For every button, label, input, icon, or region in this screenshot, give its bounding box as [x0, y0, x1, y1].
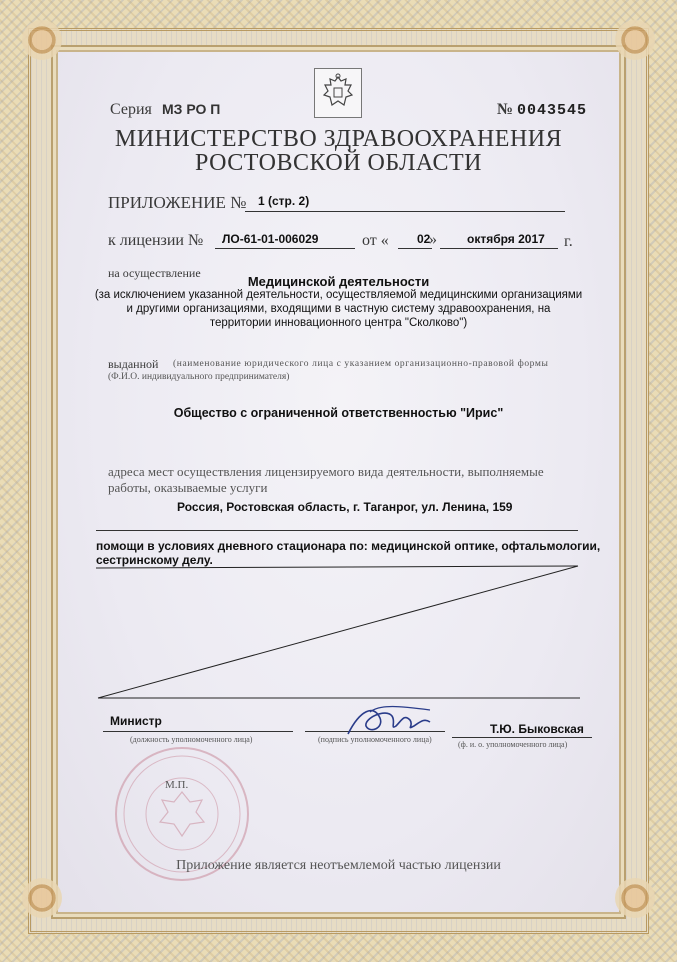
- ministry-title-line1: МИНИСТЕРСТВО ЗДРАВООХРАНЕНИЯ: [114, 126, 563, 152]
- license-from-label: от «: [362, 232, 389, 249]
- activity-line2: и другими организациями, входящими в частную систему здравоохранения, на: [126, 303, 551, 315]
- license-month-year: октября 2017: [467, 232, 545, 246]
- name-underline: [452, 737, 592, 738]
- footer-note: Приложение является неотъемлемой частью лицензии: [176, 858, 501, 873]
- organization-name: Общество с ограниченной ответственностью "Ирис": [173, 406, 504, 420]
- license-label: к лицензии №: [108, 232, 204, 249]
- series-label: Серия: [110, 101, 152, 118]
- services-line1: помощи в условиях дневного стационара по: медицинской оптике, офтальмологии,: [96, 539, 601, 553]
- license-day: 02: [417, 232, 431, 246]
- address-label-line2: работы, оказываемые услуги: [108, 480, 268, 495]
- address-value: Россия, Ростовская область, г. Таганрог, ул. Ленина, 159: [177, 500, 513, 514]
- license-day-close: »: [429, 231, 437, 248]
- appendix-value: 1 (стр. 2): [258, 194, 310, 208]
- position-caption: (должность уполномоченного лица): [130, 735, 253, 744]
- activity-title: Медицинской деятельности: [247, 274, 430, 289]
- address-label-line1: адреса мест осуществления лицензируемого вида деятельности, выполняемые: [108, 464, 544, 479]
- stamp-label: М.П.: [165, 779, 189, 791]
- issued-note-line2: (Ф.И.О. индивидуального предпринимателя): [108, 372, 290, 382]
- signer-position: Министр: [110, 714, 162, 728]
- issued-note-line1: (наименование юридического лица с указанием организационно-правовой формы: [173, 359, 549, 369]
- appendix-label: ПРИЛОЖЕНИЕ №: [108, 193, 247, 212]
- license-year-suffix: г.: [564, 233, 573, 250]
- activity-line1: (за исключением указанной деятельности, осуществляемой медицинскими организациями: [94, 289, 583, 301]
- activity-line3: территории инновационного центра "Сколково"): [209, 317, 468, 329]
- position-underline: [103, 731, 293, 732]
- number-value: 0043545: [517, 102, 588, 119]
- series-value: МЗ РО П: [162, 101, 221, 117]
- license-number: ЛО-61-01-006029: [222, 232, 319, 246]
- name-caption: (ф. и. о. уполномоченного лица): [458, 740, 568, 749]
- issued-label: выданной: [108, 357, 159, 371]
- signer-name: Т.Ю. Быковская: [490, 722, 584, 736]
- number-label: №: [497, 101, 514, 118]
- activity-label: на осуществление: [108, 266, 201, 280]
- services-line2: сестринскому делу.: [96, 553, 213, 567]
- signature-caption: (подпись уполномоченного лица): [318, 735, 432, 744]
- ministry-title-line2: РОСТОВСКОЙ ОБЛАСТИ: [195, 150, 482, 176]
